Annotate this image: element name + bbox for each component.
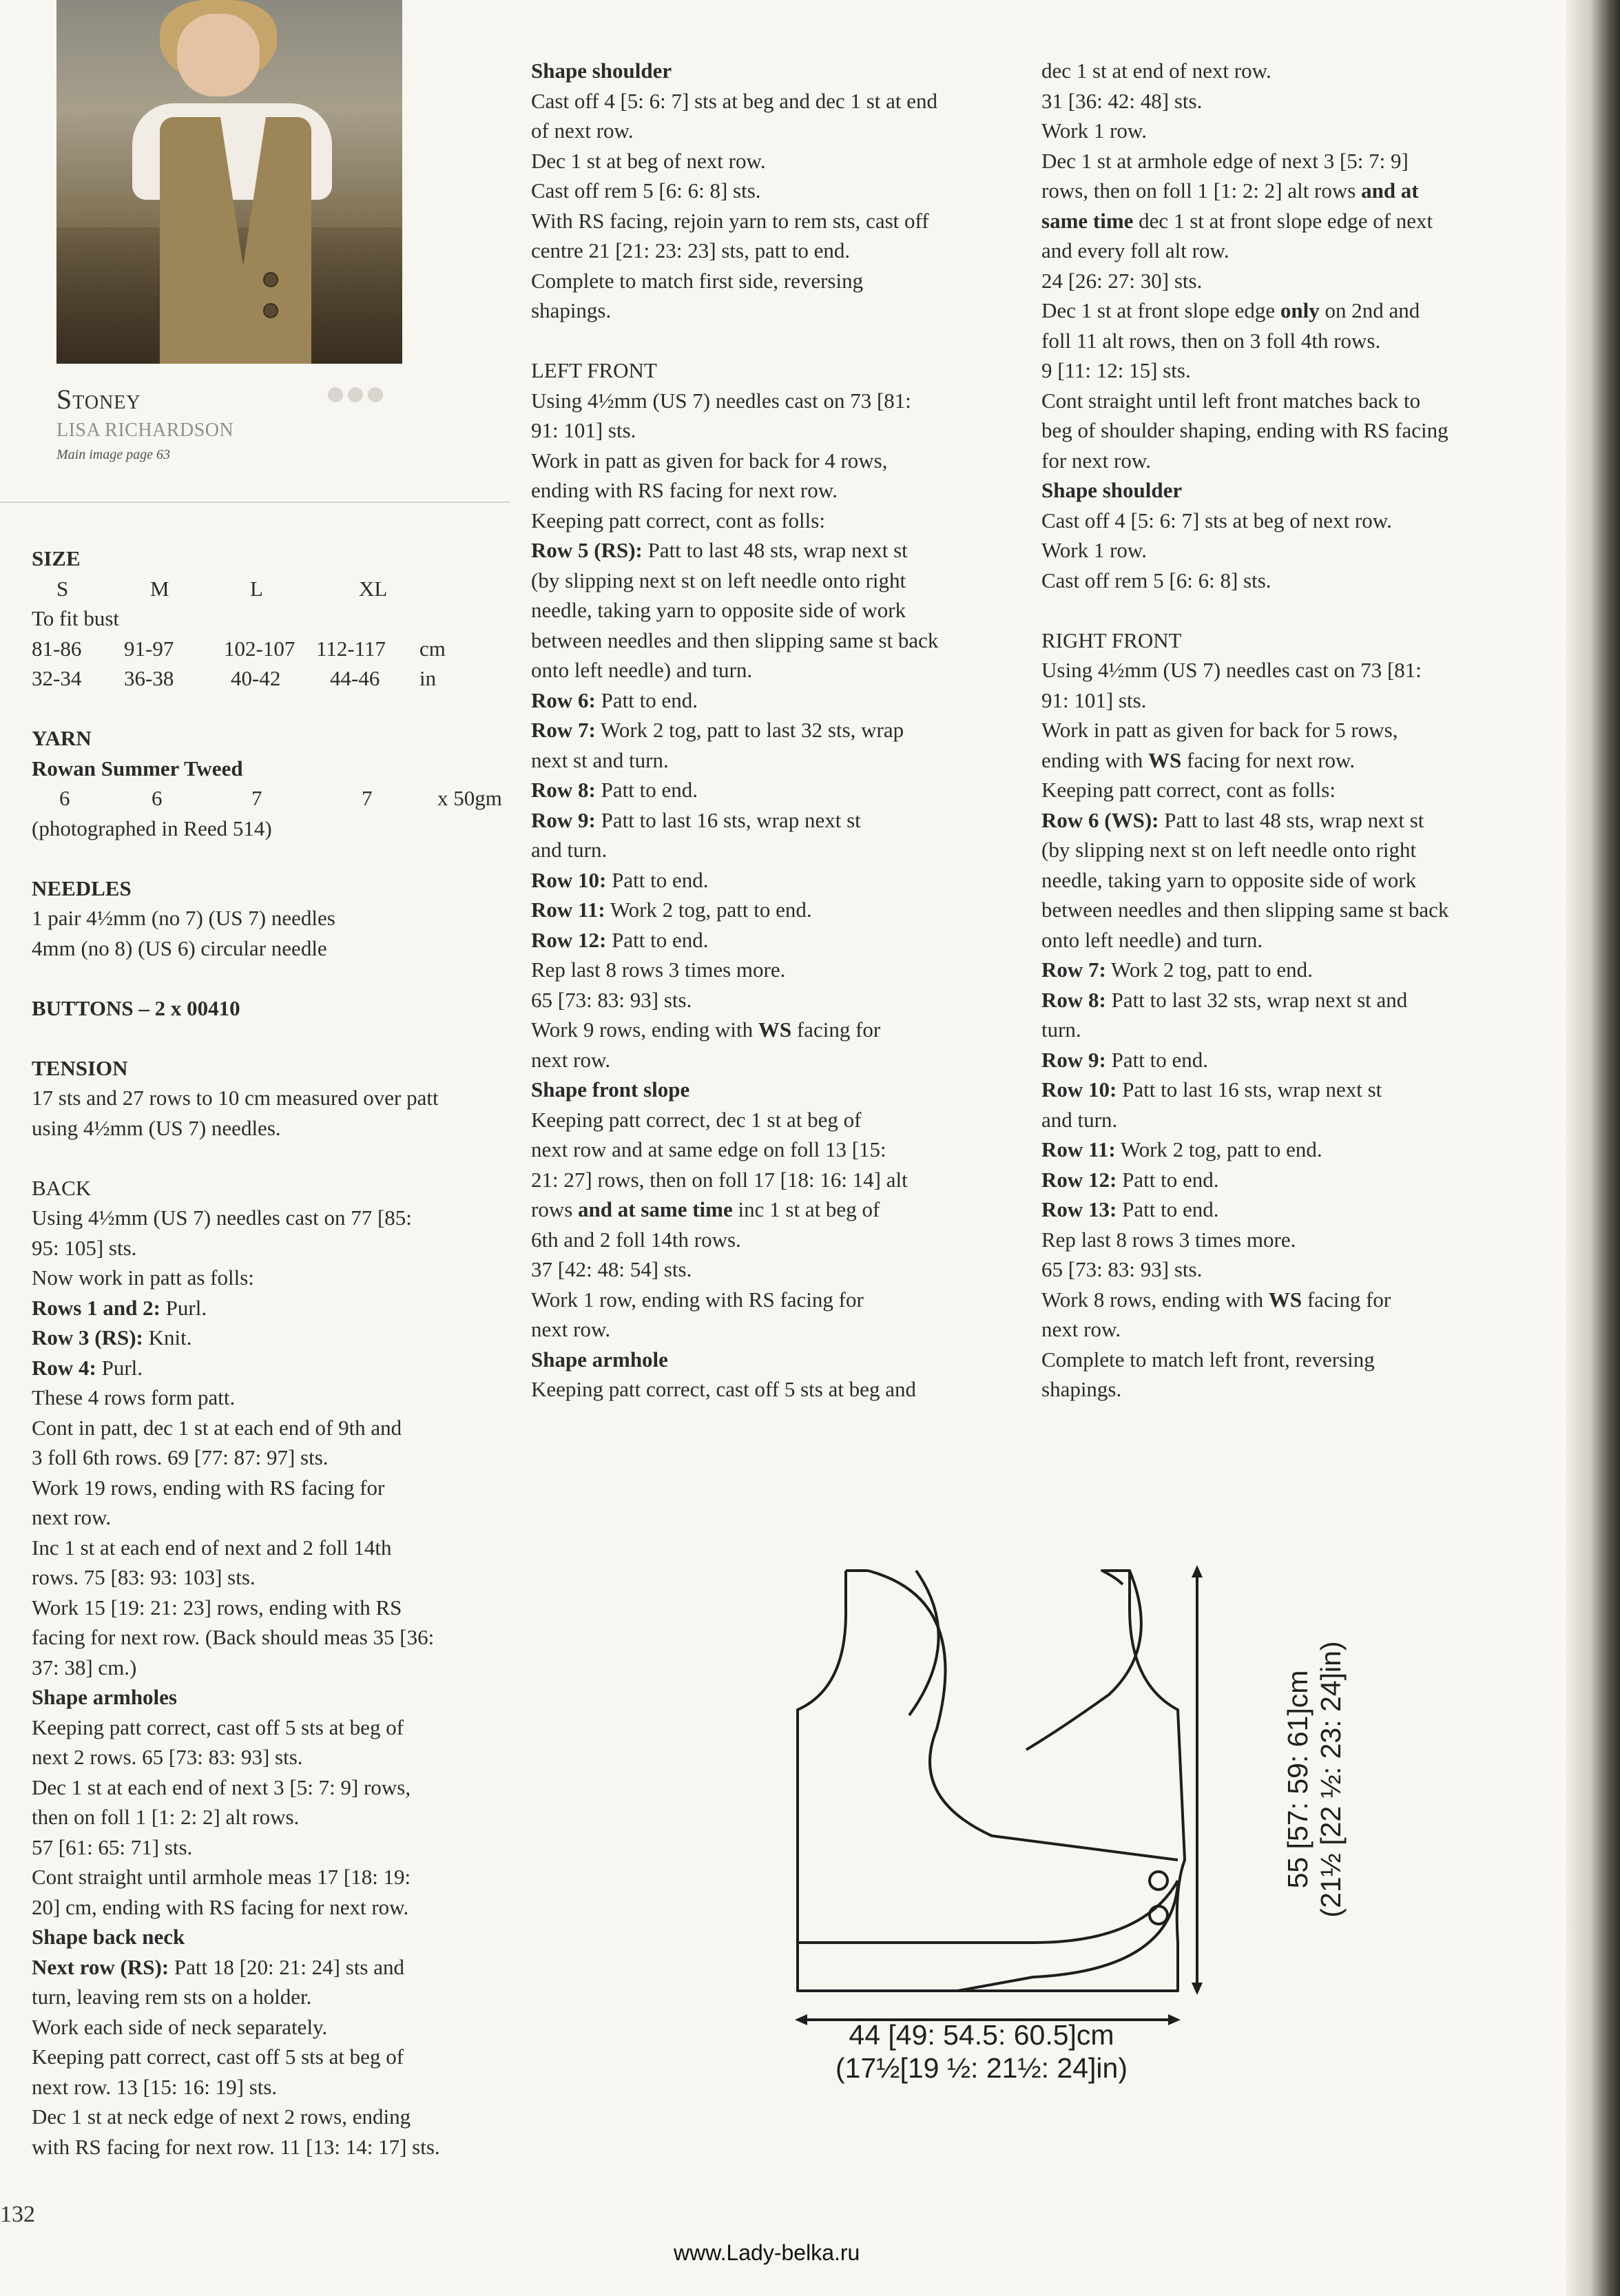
row-11: [531, 895, 1013, 925]
row-label: Row 8:: [1041, 987, 1106, 1012]
text-line: [1041, 176, 1537, 206]
book-spine-shadow: [1566, 0, 1620, 2296]
size-xl: XL: [359, 576, 388, 601]
text-line: Cast off rem 5 [6: 6: 8] sts.: [531, 178, 761, 203]
row-label: Row 6 (WS):: [1041, 807, 1159, 832]
text-line: and every foll alt row.: [1041, 238, 1229, 262]
back-line: 20] cm, ending with RS facing for next row.: [32, 1894, 409, 1919]
text-fragment: Dec 1 st at front slope edge: [1041, 298, 1280, 322]
left-front-heading: LEFT FRONT: [531, 358, 657, 382]
row-text: Patt to end.: [595, 687, 698, 712]
text-fragment: facing for: [791, 1017, 881, 1042]
size-in-row: [32, 663, 514, 694]
yarn-amount-m: 6: [152, 786, 163, 810]
tension-line-1: 17 sts and 27 rows to 10 cm measured over patt: [32, 1086, 439, 1110]
row-text: Patt to end.: [1117, 1167, 1219, 1192]
text-line: Rep last 8 rows 3 times more.: [531, 958, 786, 982]
row-7: [1041, 955, 1537, 985]
difficulty-dots-icon: [328, 387, 388, 406]
size-in-l: 40-42: [231, 666, 281, 690]
text-fragment: on 2nd and: [1319, 298, 1420, 322]
row-9: [1041, 1045, 1537, 1075]
row-label: Row 10:: [531, 867, 607, 892]
back-line: turn, leaving rem sts on a holder.: [32, 1985, 312, 2009]
row-label: Rows 1 and 2:: [32, 1295, 160, 1320]
text-line: Cast off 4 [5: 6: 7] sts at beg of next row.: [1041, 508, 1392, 532]
row-text: Patt to end.: [606, 867, 709, 892]
text-line: shapings.: [531, 298, 612, 322]
text-fragment: WS: [1268, 1287, 1302, 1312]
row-text: Patt 18 [20: 21: 24] sts and: [169, 1954, 405, 1979]
row-label: Row 10:: [1041, 1077, 1117, 1102]
yarn-amount-l: 7: [251, 786, 262, 810]
yarn-heading: YARN: [32, 726, 92, 750]
row-6-ws: [1041, 805, 1537, 836]
text-line: Work in patt as given for back for 4 rows,: [531, 448, 888, 473]
back-line: Using 4½mm (US 7) needles cast on 77 [85:: [32, 1206, 412, 1230]
text-line: 31 [36: 42: 48] sts.: [1041, 88, 1203, 113]
text-line: [1041, 1285, 1537, 1315]
text-line: onto left needle) and turn.: [1041, 927, 1263, 952]
text-line: between needles and then slipping same st back: [531, 628, 939, 652]
text-line: 21: 27] rows, then on foll 17 [18: 16: 14] alt: [531, 1167, 908, 1192]
pattern-author: LISA RICHARDSON: [56, 420, 234, 441]
column-2: [531, 56, 1013, 1405]
row-9: [531, 805, 1013, 836]
row-10: [1041, 1075, 1537, 1105]
height-arrow: [1192, 1565, 1203, 1995]
back-line: Dec 1 st at each end of next 3 [5: 7: 9] rows,: [32, 1775, 411, 1799]
text-line: Rep last 8 rows 3 times more.: [1041, 1227, 1296, 1252]
text-line: [531, 1194, 1013, 1225]
text-line: Dec 1 st at armhole edge of next 3 [5: 7: 9]: [1041, 148, 1409, 173]
button-icon: [1150, 1906, 1167, 1924]
text-fragment: Work 9 rows, ending with: [531, 1017, 758, 1042]
back-line: with RS facing for next row. 11 [13: 14: 17] sts.: [32, 2134, 440, 2159]
column-3: [1041, 56, 1537, 1405]
width-dimension-label: [799, 2018, 1164, 2085]
text-line: Work in patt as given for back for 5 rows,: [1041, 718, 1398, 742]
size-heading: SIZE: [32, 546, 81, 570]
text-line: Work 1 row.: [1041, 118, 1148, 143]
row-label: Row 4:: [32, 1355, 96, 1380]
row-text: Patt to last 16 sts, wrap next st: [1117, 1077, 1382, 1102]
row-label: Row 13:: [1041, 1197, 1117, 1221]
shape-back-neck-heading: Shape back neck: [32, 1925, 185, 1949]
row-label: Row 12:: [531, 927, 607, 952]
row-label: Row 7:: [1041, 958, 1106, 982]
yarn-amounts: [32, 783, 514, 814]
text-fragment: facing for next row.: [1181, 747, 1356, 772]
size-cm-unit: cm: [419, 636, 446, 661]
tension-heading: TENSION: [32, 1055, 128, 1080]
tension-line-2: using 4½mm (US 7) needles.: [32, 1115, 281, 1140]
schematic-outline: [798, 1571, 1185, 1991]
text-line: Keeping patt correct, cont as folls:: [1041, 778, 1336, 802]
schematic-right-front-edge: [1026, 1571, 1141, 1750]
size-s: S: [56, 576, 69, 601]
back-line: Keeping patt correct, cast off 5 sts at beg of: [32, 1715, 404, 1739]
row-text: Work 2 tog, patt to last 32 sts, wrap: [595, 718, 904, 742]
column-1: [32, 544, 514, 2162]
row-label: Next row (RS):: [32, 1954, 169, 1979]
text-line: Cast off 4 [5: 6: 7] sts at beg and dec 1 st at end: [531, 88, 938, 113]
row-12: [1041, 1165, 1537, 1195]
back-line: then on foll 1 [1: 2: 2] alt rows.: [32, 1805, 300, 1829]
row-text: Knit.: [143, 1325, 192, 1349]
image-reference: Main image page 63: [56, 447, 170, 462]
text-line: With RS facing, rejoin yarn to rem sts, cast off: [531, 208, 929, 233]
yarn-amount-s: 6: [59, 786, 70, 810]
text-line: (by slipping next st on left needle onto right: [1041, 838, 1417, 862]
needles-line-1: 1 pair 4½mm (no 7) (US 7) needles: [32, 906, 335, 930]
text-fragment: ending with: [1041, 747, 1148, 772]
text-line: Work 1 row, ending with RS facing for: [531, 1287, 864, 1312]
yarn-amount-xl: 7: [362, 786, 373, 810]
row-label: Row 3 (RS):: [32, 1325, 143, 1349]
text-line: 37 [42: 48: 54] sts.: [531, 1257, 692, 1281]
text-line: Keeping patt correct, dec 1 st at beg of: [531, 1107, 862, 1132]
shape-shoulder-heading: Shape shoulder: [1041, 478, 1183, 502]
text-line: (by slipping next st on left needle onto right: [531, 568, 906, 592]
text-fragment: and at: [1361, 178, 1419, 203]
text-fragment: same time: [1041, 208, 1134, 233]
back-line: 95: 105] sts.: [32, 1235, 137, 1260]
text-line: centre 21 [21: 23: 23] sts, patt to end.: [531, 238, 851, 262]
size-l: L: [250, 576, 263, 601]
text-line: and turn.: [531, 838, 608, 862]
row-12: [531, 925, 1013, 955]
back-row-1-2: [32, 1293, 514, 1323]
right-front-heading: RIGHT FRONT: [1041, 628, 1182, 652]
row-text: Purl.: [160, 1295, 207, 1320]
back-line: Dec 1 st at neck edge of next 2 rows, ending: [32, 2104, 411, 2129]
text-line: Using 4½mm (US 7) needles cast on 73 [81:: [1041, 658, 1422, 682]
text-line: [1041, 206, 1537, 236]
row-label: Row 9:: [531, 807, 596, 832]
back-line: Keeping patt correct, cast off 5 sts at beg of: [32, 2045, 404, 2069]
text-fragment: WS: [758, 1017, 792, 1042]
back-row-4: [32, 1353, 514, 1383]
text-line: next row and at same edge on foll 13 [15:: [531, 1137, 886, 1161]
text-line: next row.: [531, 1317, 611, 1341]
size-m: M: [150, 576, 169, 601]
row-label: Row 7:: [531, 718, 596, 742]
row-text: Patt to last 16 sts, wrap next st: [595, 807, 861, 832]
text-line: Keeping patt correct, cast off 5 sts at beg and: [531, 1377, 916, 1401]
row-label: Row 9:: [1041, 1047, 1106, 1072]
size-in-xl: 44-46: [330, 666, 380, 690]
row-text: Patt to last 48 sts, wrap next st: [1159, 807, 1424, 832]
row-5: [531, 535, 1013, 566]
back-heading: BACK: [32, 1175, 92, 1200]
row-text: Patt to last 48 sts, wrap next st: [642, 538, 908, 562]
text-fragment: WS: [1148, 747, 1182, 772]
back-line: next 2 rows. 65 [73: 83: 93] sts.: [32, 1745, 303, 1769]
row-8: [1041, 985, 1537, 1015]
text-line: Work 1 row.: [1041, 538, 1148, 562]
text-line: [1041, 296, 1537, 326]
text-fragment: dec 1 st at front slope edge of next: [1133, 208, 1433, 233]
row-text: Work 2 tog, patt to end.: [1105, 958, 1313, 982]
row-label: Row 11:: [531, 898, 605, 922]
buttons-line: BUTTONS – 2 x 00410: [32, 995, 240, 1020]
width-cm: 44 [49: 54.5: 60.5]cm: [849, 2019, 1114, 2051]
row-text: Patt to end.: [595, 778, 698, 802]
shape-shoulder-heading: Shape shoulder: [531, 59, 672, 83]
text-line: foll 11 alt rows, then on 3 foll 4th rows.: [1041, 328, 1381, 353]
text-line: turn.: [1041, 1017, 1081, 1042]
divider: [0, 501, 510, 503]
row-text: Work 2 tog, patt to end.: [605, 898, 812, 922]
length-in: (21½ [22 ½: 23: 24]in): [1315, 1641, 1347, 1918]
needles-heading: NEEDLES: [32, 876, 132, 900]
text-line: 24 [26: 27: 30] sts.: [1041, 268, 1203, 293]
size-cm-l: 102-107: [224, 636, 295, 661]
back-line: 3 foll 6th rows. 69 [77: 87: 97] sts.: [32, 1445, 329, 1469]
size-cm-s: 81-86: [32, 636, 82, 661]
text-fragment: Work 8 rows, ending with: [1041, 1287, 1269, 1312]
button-detail-icon: [263, 303, 278, 318]
text-line: ending with RS facing for next row.: [531, 478, 838, 502]
text-fragment: inc 1 st at beg of: [732, 1197, 880, 1221]
back-line: 37: 38] cm.): [32, 1655, 137, 1679]
size-in-s: 32-34: [32, 666, 82, 690]
text-line: Cast off rem 5 [6: 6: 8] sts.: [1041, 568, 1271, 592]
back-row-3: [32, 1323, 514, 1353]
row-11: [1041, 1135, 1537, 1165]
text-fragment: and at same time: [578, 1197, 733, 1221]
button-icon: [1150, 1872, 1167, 1890]
row-8: [531, 775, 1013, 805]
text-line: dec 1 st at end of next row.: [1041, 59, 1271, 83]
length-dimension-label: [1281, 1586, 1347, 1972]
row-label: Row 11:: [1041, 1137, 1116, 1161]
row-label: Row 8:: [531, 778, 596, 802]
back-line: Cont in patt, dec 1 st at each end of 9th and: [32, 1415, 402, 1440]
size-in-m: 36-38: [124, 666, 174, 690]
row-text: Patt to last 32 sts, wrap next st and: [1105, 987, 1408, 1012]
text-fragment: only: [1280, 298, 1320, 322]
row-7: [531, 715, 1013, 745]
schematic-left-front-edge: [868, 1571, 1178, 1860]
row-6: [531, 685, 1013, 716]
button-detail-icon: [263, 272, 278, 287]
needles-line-2: 4mm (no 8) (US 6) circular needle: [32, 935, 327, 960]
back-line: These 4 rows form patt.: [32, 1385, 236, 1409]
row-text: Patt to end.: [1105, 1047, 1208, 1072]
text-line: Complete to match first side, reversing: [531, 268, 864, 293]
back-line: Work each side of neck separately.: [32, 2014, 328, 2039]
text-fragment: rows, then on foll 1 [1: 2: 2] alt rows: [1041, 178, 1362, 203]
width-in: (17½[19 ½: 21½: 24]in): [835, 2052, 1128, 2084]
row-10: [531, 865, 1013, 896]
back-line: next row. 13 [15: 16: 19] sts.: [32, 2074, 278, 2099]
text-line: of next row.: [531, 118, 634, 143]
text-line: next row.: [1041, 1317, 1121, 1341]
to-fit-label: To fit bust: [32, 606, 119, 630]
size-labels: [32, 574, 514, 604]
shape-front-slope-heading: Shape front slope: [531, 1077, 690, 1102]
text-fragment: rows: [531, 1197, 579, 1221]
text-line: for next row.: [1041, 448, 1151, 473]
text-line: Keeping patt correct, cont as folls:: [531, 508, 825, 532]
text-line: beg of shoulder shaping, ending with RS facing: [1041, 418, 1448, 442]
row-label: Row 5 (RS):: [531, 538, 643, 562]
text-line: 91: 101] sts.: [1041, 687, 1147, 712]
text-line: 6th and 2 foll 14th rows.: [531, 1227, 741, 1252]
model-photo: [56, 0, 402, 364]
text-line: shapings.: [1041, 1377, 1122, 1401]
text-line: next row.: [531, 1047, 611, 1072]
text-line: [531, 1015, 1013, 1045]
text-line: next st and turn.: [531, 747, 669, 772]
size-cm-row: [32, 634, 514, 664]
text-line: 65 [73: 83: 93] sts.: [531, 987, 692, 1012]
row-label: Row 12:: [1041, 1167, 1117, 1192]
yarn-name: Rowan Summer Tweed: [32, 756, 243, 780]
text-line: between needles and then slipping same st back: [1041, 898, 1449, 922]
text-line: needle, taking yarn to opposite side of work: [531, 598, 906, 622]
length-cm: 55 [57: 59: 61]cm: [1282, 1670, 1313, 1889]
text-line: 65 [73: 83: 93] sts.: [1041, 1257, 1203, 1281]
back-line: 57 [61: 65: 71] sts.: [32, 1834, 193, 1859]
text-line: Using 4½mm (US 7) needles cast on 73 [81:: [531, 388, 911, 413]
shape-armhole-heading: Shape armhole: [531, 1347, 668, 1372]
yarn-photographed: (photographed in Reed 514): [32, 816, 272, 840]
text-fragment: facing for: [1302, 1287, 1391, 1312]
text-line: [1041, 745, 1537, 776]
size-cm-xl: 112-117: [316, 636, 386, 661]
row-text: Patt to end.: [1117, 1197, 1219, 1221]
size-in-unit: in: [419, 666, 437, 690]
back-line: Inc 1 st at each end of next and 2 foll 14th: [32, 1535, 392, 1560]
row-text: Purl.: [96, 1355, 143, 1380]
page-number: 132: [0, 2202, 35, 2227]
row-label: Row 6:: [531, 687, 596, 712]
text-line: Dec 1 st at beg of next row.: [531, 148, 766, 173]
text-line: 91: 101] sts.: [531, 418, 636, 442]
text-line: and turn.: [1041, 1107, 1118, 1132]
back-line: rows. 75 [83: 93: 103] sts.: [32, 1565, 256, 1589]
shape-armholes-heading: Shape armholes: [32, 1685, 177, 1709]
row-text: Work 2 tog, patt to end.: [1115, 1137, 1322, 1161]
row-text: Patt to end.: [606, 927, 709, 952]
text-line: 9 [11: 12: 15] sts.: [1041, 358, 1191, 382]
text-line: onto left needle) and turn.: [531, 658, 753, 682]
row-13: [1041, 1194, 1537, 1225]
back-next-row: [32, 1952, 514, 1983]
text-line: needle, taking yarn to opposite side of work: [1041, 867, 1417, 892]
back-line: next row.: [32, 1505, 112, 1529]
website-watermark: www.Lady-belka.ru: [674, 2240, 860, 2265]
pattern-title: Stoney: [56, 384, 141, 415]
back-line: Work 15 [19: 21: 23] rows, ending with RS: [32, 1595, 402, 1620]
yarn-unit: x 50gm: [437, 786, 502, 810]
back-line: Cont straight until armhole meas 17 [18: 19:: [32, 1865, 411, 1889]
back-line: Now work in patt as folls:: [32, 1265, 254, 1290]
text-line: Cont straight until left front matches back to: [1041, 388, 1421, 413]
back-line: facing for next row. (Back should meas 35 [36:: [32, 1625, 435, 1649]
back-line: Work 19 rows, ending with RS facing for: [32, 1475, 385, 1500]
text-line: Complete to match left front, reversing: [1041, 1347, 1375, 1372]
size-cm-m: 91-97: [124, 636, 174, 661]
